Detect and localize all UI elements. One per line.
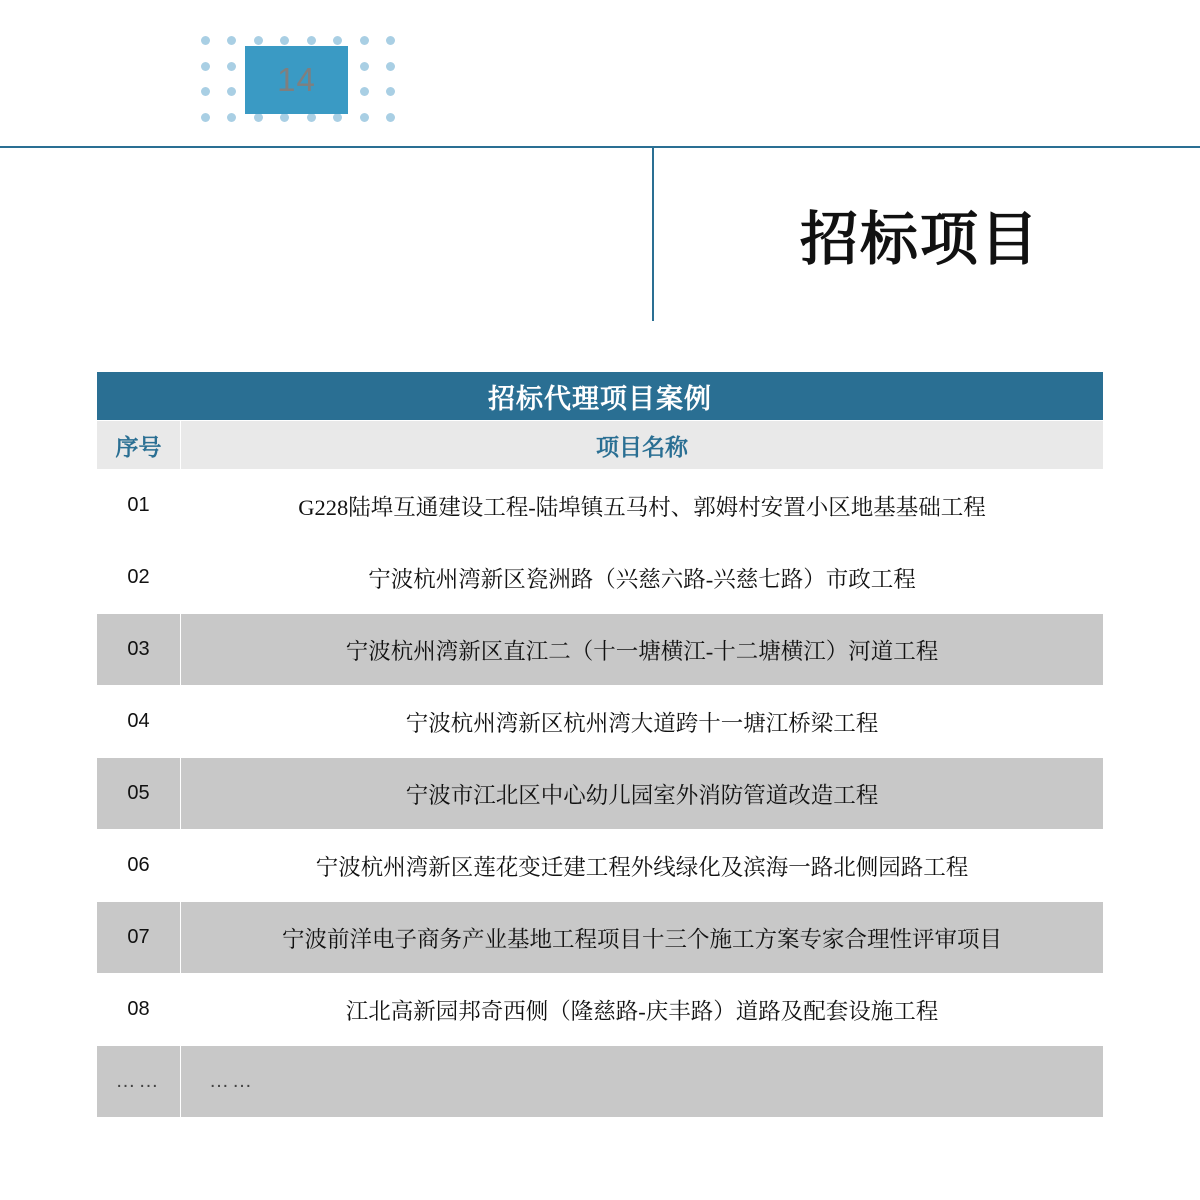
row-project-name: 宁波前洋电子商务产业基地工程项目十三个施工方案专家合理性评审项目 xyxy=(181,902,1104,974)
vertical-divider xyxy=(652,146,654,321)
table-title-row xyxy=(97,372,1104,421)
table-row xyxy=(97,614,1104,686)
dot xyxy=(227,36,236,45)
horizontal-divider xyxy=(0,146,1200,148)
dot xyxy=(254,36,263,45)
dot xyxy=(307,113,316,122)
slide-number-decoration xyxy=(192,28,404,130)
row-project-name: 宁波市江北区中心幼儿园室外消防管道改造工程 xyxy=(181,758,1104,830)
project-table-container xyxy=(96,371,1104,1118)
table-row xyxy=(97,470,1104,542)
row-number: 03 xyxy=(97,614,181,686)
column-header-name: 项目名称 xyxy=(181,421,1104,470)
dot xyxy=(333,36,342,45)
table-row xyxy=(97,974,1104,1046)
dot xyxy=(280,113,289,122)
dot xyxy=(386,62,395,71)
row-number: 01 xyxy=(97,470,181,542)
dot xyxy=(254,113,263,122)
slide-number-box xyxy=(245,46,348,114)
column-header-no: 序号 xyxy=(97,421,181,470)
slide-number-label: 14 xyxy=(277,61,316,98)
table-row xyxy=(97,758,1104,830)
row-project-name: 宁波杭州湾新区莲花变迁建工程外线绿化及滨海一路北侧园路工程 xyxy=(181,830,1104,902)
row-number: 04 xyxy=(97,686,181,758)
table-row xyxy=(97,902,1104,974)
dot xyxy=(201,113,210,122)
dot xyxy=(227,62,236,71)
dot xyxy=(360,62,369,71)
row-project-name: G228陆埠互通建设工程-陆埠镇五马村、郭姆村安置小区地基基础工程 xyxy=(181,470,1104,542)
dot xyxy=(386,113,395,122)
dot xyxy=(360,36,369,45)
dot xyxy=(280,36,289,45)
row-project-name: 宁波杭州湾新区瓷洲路（兴慈六路-兴慈七路）市政工程 xyxy=(181,542,1104,614)
row-project-name: …… xyxy=(181,1046,1104,1118)
table-row xyxy=(97,542,1104,614)
row-project-name: 宁波杭州湾新区直江二（十一塘横江-十二塘横江）河道工程 xyxy=(181,614,1104,686)
project-table xyxy=(96,371,1104,1118)
dot xyxy=(227,87,236,96)
row-number: 02 xyxy=(97,542,181,614)
dot xyxy=(360,113,369,122)
page-title: 招标项目 xyxy=(799,207,1040,272)
row-number: …… xyxy=(97,1046,181,1118)
row-number: 08 xyxy=(97,974,181,1046)
table-column-header-row xyxy=(97,421,1104,470)
dot xyxy=(307,36,316,45)
dot xyxy=(333,113,342,122)
table-row xyxy=(97,686,1104,758)
row-number: 06 xyxy=(97,830,181,902)
row-number: 07 xyxy=(97,902,181,974)
dot xyxy=(201,87,210,96)
row-project-name: 宁波杭州湾新区杭州湾大道跨十一塘江桥梁工程 xyxy=(181,686,1104,758)
table-row-ellipsis xyxy=(97,1046,1104,1118)
dot xyxy=(386,87,395,96)
table-row xyxy=(97,830,1104,902)
row-number: 05 xyxy=(97,758,181,830)
dot xyxy=(386,36,395,45)
dot xyxy=(227,113,236,122)
dot xyxy=(360,87,369,96)
table-title: 招标代理项目案例 xyxy=(97,372,1104,421)
dot xyxy=(201,62,210,71)
dot xyxy=(201,36,210,45)
row-project-name: 江北高新园邦奇西侧（隆慈路-庆丰路）道路及配套设施工程 xyxy=(181,974,1104,1046)
